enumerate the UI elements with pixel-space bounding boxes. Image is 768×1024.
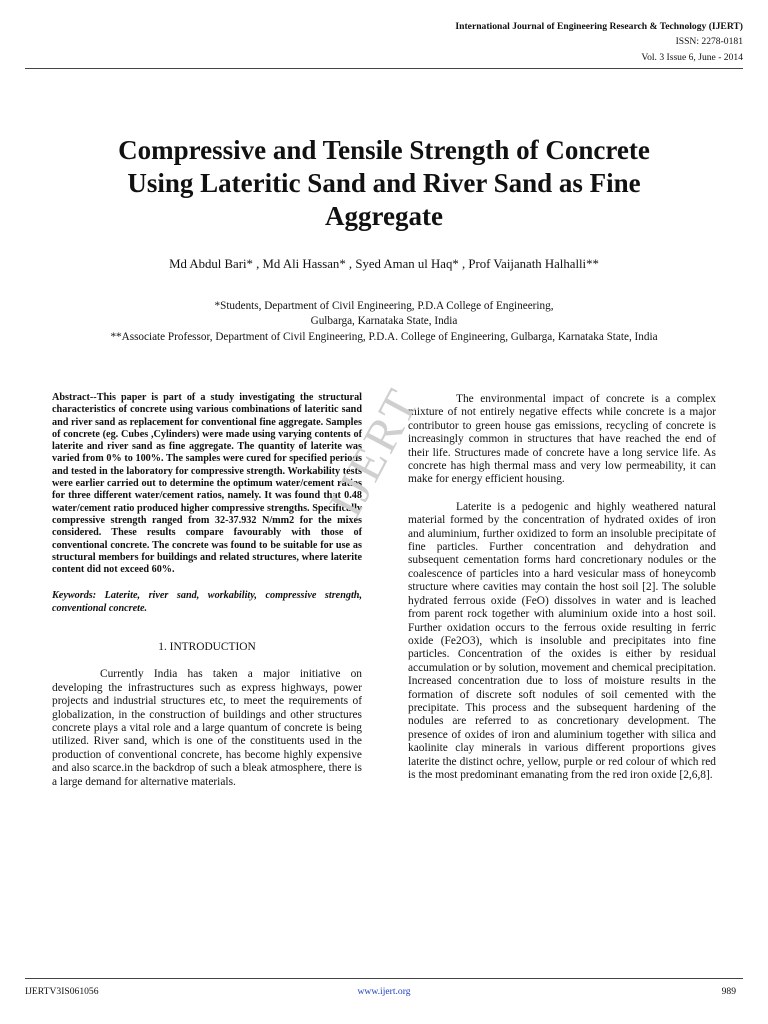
section-heading-introduction: 1. INTRODUCTION bbox=[158, 641, 256, 654]
affiliation-line-2: Gulbarga, Karnataka State, India bbox=[310, 315, 458, 327]
journal-name: International Journal of Engineering Research & Technology (IJERT) bbox=[455, 21, 743, 32]
affiliation-line-3: **Associate Professor, Department of Civil Engineering, P.D.A. College of Engineering, Gulbarga, Karnataka State, India bbox=[110, 331, 658, 343]
header-rule bbox=[25, 68, 743, 69]
paper-title bbox=[40, 134, 728, 233]
website-link[interactable]: www.ijert.org bbox=[357, 986, 411, 997]
page-number: 989 bbox=[721, 986, 736, 997]
left-column bbox=[52, 392, 362, 789]
author-list: Md Abdul Bari* , Md Ali Hassan* , Syed Aman ul Haq* , Prof Vaijanath Halhalli** bbox=[169, 257, 599, 271]
laterite-paragraph: Laterite is a pedogenic and highly weathered natural material formed by the concentration of hydrated oxides of iron and aluminium, further oxidized to form an insoluble precipitate of fine particles. Further concentration and dehydration and subsequent cementation forms hard concretionary nodules or the coalescence of particles into a hard vesicular mass of honeycomb structure where cavities may contain the host soil [2]. The soluble hydrated ferrous oxide (FeO) dissolves in water and is leached from parent rock together with aluminium oxide into a host soil. Further oxidation occurs to the ferrous oxide resulting in ferric oxide (Fe2O3), which is insoluble and precipitates into fine particles. Concentration of the oxides is either by residual accumulation or by solution, movement and chemical precipitation. Increased concentration due to loss of moisture results in the formation of discrete soft nodules of soil cemented with the precipitate. This process and the subsequent hardening of the nodules are referred to as concretionary development. The presence of oxides of iron and aluminium together with silica and kaolinite clay minerals in various different proportions gives laterite the distinct ochre, yellow, purple or red colour of which red is the most predominant emanating from the red iron oxide [2,6,8]. bbox=[408, 500, 716, 781]
issn: ISSN: 2278-0181 bbox=[675, 36, 743, 47]
right-column bbox=[408, 393, 716, 782]
title-line-3: Aggregate bbox=[325, 201, 443, 231]
title-line-1: Compressive and Tensile Strength of Concrete bbox=[118, 135, 650, 165]
introduction-paragraph: Currently India has taken a major initiative on developing the infrastructures such as express highways, power projects and industrial structures etc, to meet the requirements of globalization, in the construction of buildings and other structures concrete plays a vital role and a large quantum of concrete is being utilized. River sand, which is one of the constituents used in the production of conventional concrete, has become highly expensive and also scarce.in the backdrop of such a bleak atmosphere, there is a large demand for alternative materials. bbox=[52, 668, 362, 788]
abstract: Abstract--This paper is part of a study investigating the structural characteristics of concrete using various combinations of lateritic sand and river sand as replacement for conventional fine aggregate. Samples of concrete (eg. Cubes ,Cylinders) were made using varying contents of laterite and river sand as fine aggregate. The quantity of laterite was varied from 0% to 100%. The samples were cured for specified periods and tested in the laboratory for compressive strength. Workability tests were earlier carried out to determine the optimum water/cement ratios for three different water/cement ratios, namely. It was found that 0.48 water/cement ratio produced higher compressive strengths. Specifically compressive strength ranged from 32-37.932 N/mm2 for the mixes considered. These results compare favourably with those of conventional concrete. The concrete was found to be suitable for use as structural members for buildings and related structures, where laterite content did not exceed 60%. bbox=[52, 392, 362, 576]
environmental-impact-paragraph: The environmental impact of concrete is a complex mixture of not entirely negative effects while concrete is a major contributor to green house gas emissions, recycling of concrete is increasingly common in structures that have reached the end of their life. Structures made of concrete have a long service life. As concrete has high thermal mass and very low permeability, it can make for energy efficient housing. bbox=[408, 393, 716, 486]
affiliation-line-1: *Students, Department of Civil Engineering, P.D.A College of Engineering, bbox=[214, 300, 554, 312]
paper-id: IJERTV3IS061056 bbox=[25, 986, 99, 997]
footer-rule bbox=[25, 978, 743, 979]
ijert-watermark: IJERT bbox=[318, 379, 431, 526]
keywords: Keywords: Laterite, river sand, workability, compressive strength, conventional concrete. bbox=[52, 590, 362, 614]
title-line-2: Using Lateritic Sand and River Sand as Fine bbox=[127, 168, 641, 198]
volume-issue: Vol. 3 Issue 6, June - 2014 bbox=[641, 52, 743, 63]
